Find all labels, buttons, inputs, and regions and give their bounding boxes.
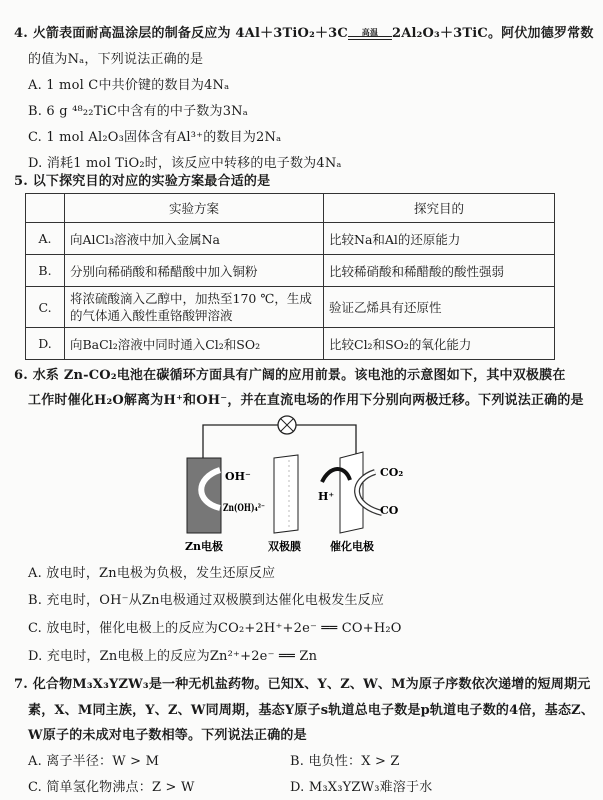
q4-line1 [14, 22, 594, 41]
q6-option-a: A. 放电时，Zn电极为负极，发生还原反应 [28, 566, 276, 581]
q5-table [25, 193, 555, 360]
row-key: A. [26, 223, 65, 255]
wire-left [203, 425, 278, 460]
q6-option-d: D. 充电时，Zn电极上的反应为Zn²⁺+2e⁻ ══ Zn [28, 649, 318, 664]
header-plan: 实验方案 [65, 194, 324, 223]
q6-line2: 工作时催化H₂O解离为H⁺和OH⁻，并在直流电场的作用下分别向两极迁移。下列说法正确的是 [28, 393, 584, 408]
q5-stem: 5. 以下探究目的对应的实验方案最合适的是 [14, 174, 271, 189]
row-plan: 向BaCl₂溶液中同时通入Cl₂和SO₂ [65, 328, 324, 360]
row-plan: 向AlCl₃溶液中加入金属Na [65, 223, 324, 255]
co2-label: CO₂ [380, 466, 404, 479]
oh-label: OH⁻ [225, 470, 251, 483]
zn-electrode-label: Zn电极 [185, 540, 224, 553]
table-row [26, 223, 555, 255]
table-row [26, 328, 555, 360]
row-plan: 将浓硫酸滴入乙醇中，加热至170 ℃，生成的气体通入酸性重铬酸钾溶液 [65, 287, 324, 328]
q7-option-c: C. 简单氢化物沸点：Z > W [28, 780, 195, 795]
q7-option-b: B. 电负性：X > Z [290, 754, 400, 769]
membrane-label: 双极膜 [268, 540, 301, 553]
bipolar-membrane [274, 455, 298, 533]
header-goal: 探究目的 [324, 194, 555, 223]
reaction-condition [348, 28, 392, 40]
lamp-icon [278, 416, 296, 434]
znoh-label: Zn(OH)₄²⁻ [223, 503, 265, 514]
row-key: C. [26, 287, 65, 328]
q7-line1: 7. 化合物M₃X₃YZW₃是一种无机盐药物。已知X、Y、Z、W、M为原子序数依次递增的短周期元 [14, 677, 591, 692]
q7-line3: W原子的未成对电子数相等。下列说法正确的是 [28, 728, 307, 743]
row-goal: 比较Na和Al的还原能力 [324, 223, 555, 255]
q6-line1: 6. 水系 Zn-CO₂电池在碳循环方面具有广阔的应用前景。该电池的示意图如下，其中双极膜在 [14, 368, 566, 383]
row-goal: 验证乙烯具有还原性 [324, 287, 555, 328]
q4-stem-pre: 4. 火箭表面耐高温涂层的制备反应为 4Al＋3TiO₂＋3C [14, 26, 348, 41]
table-row [26, 255, 555, 287]
row-goal: 比较稀硝酸和稀醋酸的酸性强弱 [324, 255, 555, 287]
condition-label: 高温 [361, 26, 379, 37]
q6-option-b: B. 充电时，OH⁻从Zn电极通过双极膜到达催化电极发生反应 [28, 593, 385, 608]
table-header [26, 194, 555, 223]
header-key [26, 194, 65, 223]
row-goal: 比较Cl₂和SO₂的氧化能力 [324, 328, 555, 360]
row-plan: 分别向稀硝酸和稀醋酸中加入铜粉 [65, 255, 324, 287]
q4-option-a: A. 1 mol C中共价键的数目为4Nₐ [28, 78, 230, 93]
q7-option-a: A. 离子半径：W > M [28, 754, 160, 769]
table-row [26, 287, 555, 328]
catalytic-electrode-label: 催化电极 [330, 540, 374, 553]
q4-option-c: C. 1 mol Al₂O₃固体含有Al³⁺的数目为2Nₐ [28, 130, 282, 145]
co-label: CO [380, 504, 399, 517]
h-label: H⁺ [318, 490, 335, 503]
q7-option-d: D. M₃X₃YZW₃难溶于水 [290, 780, 433, 795]
q4-option-d: D. 消耗1 mol TiO₂时，该反应中转移的电子数为4Nₐ [28, 156, 342, 171]
q6-option-c: C. 放电时，催化电极上的反应为CO₂+2H⁺+2e⁻ ══ CO+H₂O [28, 621, 402, 636]
row-key: D. [26, 328, 65, 360]
row-key: B. [26, 255, 65, 287]
battery-diagram [150, 410, 450, 560]
q4-option-b: B. 6 g ⁴⁸₂₂TiC中含有的中子数为3Nₐ [28, 104, 248, 119]
q4-line2: 的值为Nₐ，下列说法正确的是 [28, 52, 204, 67]
q4-stem-post: 2Al₂O₃＋3TiC。阿伏加德罗常数 [391, 26, 594, 41]
wire-right [296, 425, 356, 455]
q7-line2: 素，X、M同主族，Y、Z、W同周期，基态Y原子s轨道总电子数是p轨道电子数的4倍，基态Z、 [28, 703, 595, 718]
